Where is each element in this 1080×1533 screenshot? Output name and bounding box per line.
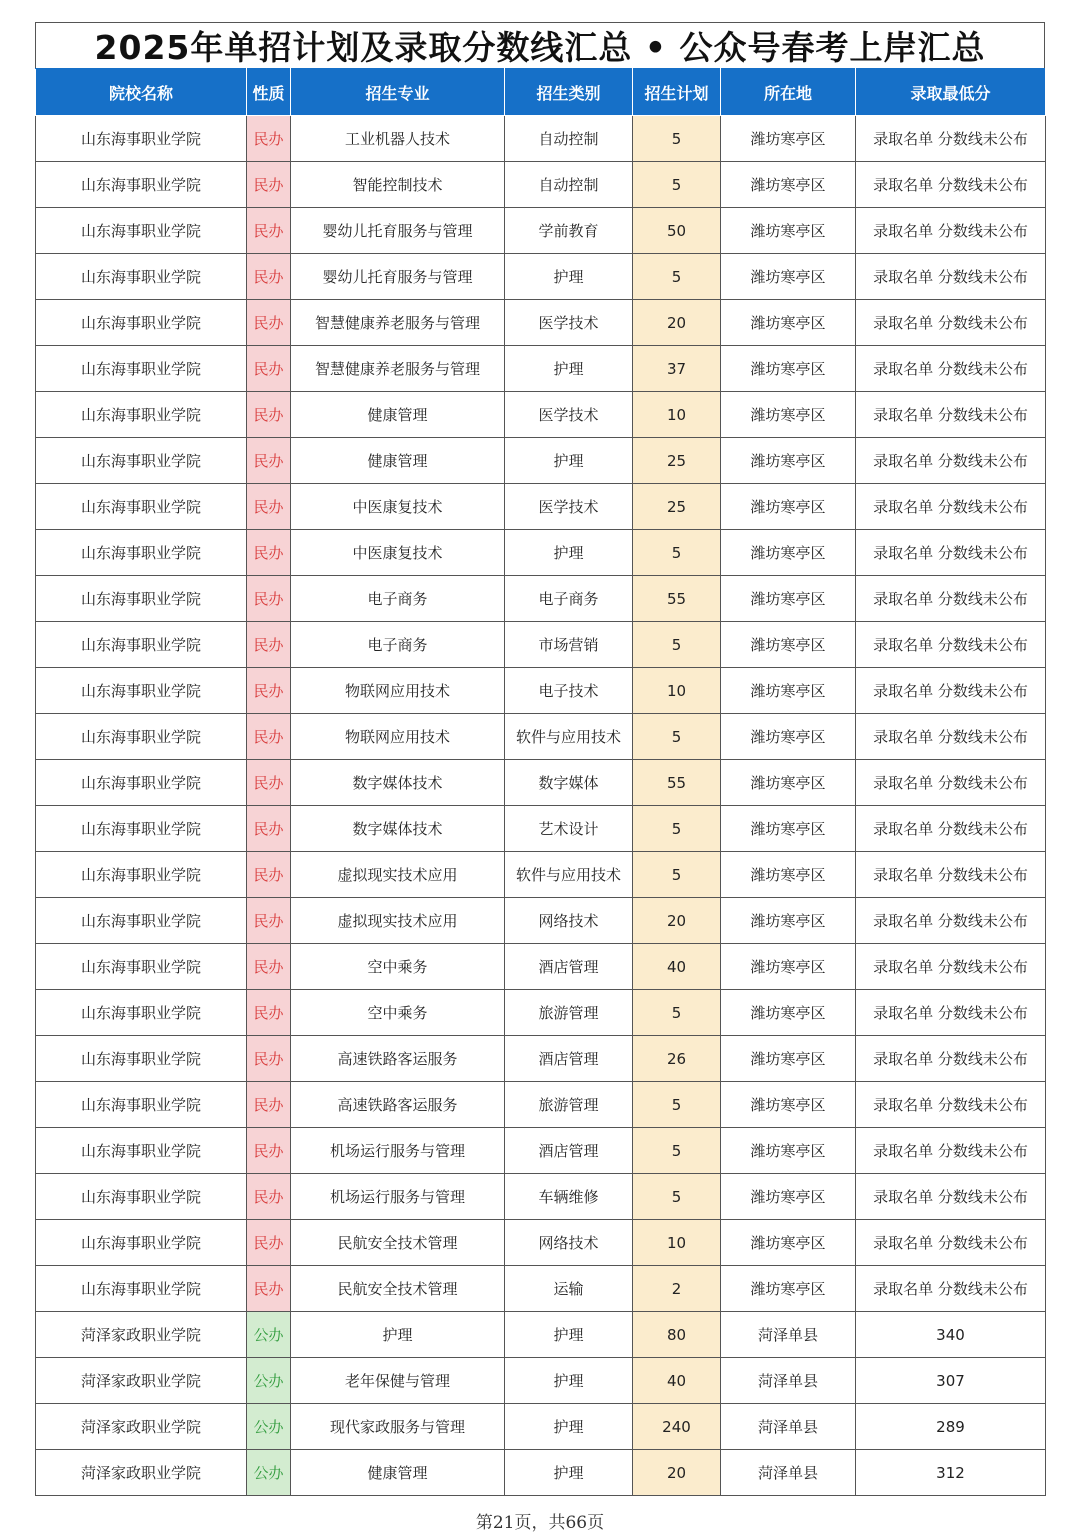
cell-school: 山东海事职业学院 (36, 1266, 247, 1312)
cell-plan: 55 (633, 760, 721, 806)
cell-major: 数字媒体技术 (291, 760, 505, 806)
cell-plan: 5 (633, 1128, 721, 1174)
page-title: 2025年单招计划及录取分数线汇总 • 公众号春考上岸汇总 (35, 22, 1045, 68)
table-body (36, 116, 1046, 1496)
table-row (36, 714, 1046, 760)
cell-location: 潍坊寒亭区 (721, 622, 856, 668)
cell-nature: 民办 (247, 116, 291, 162)
cell-major: 虚拟现实技术应用 (291, 852, 505, 898)
cell-category: 数字媒体 (505, 760, 633, 806)
cell-nature: 民办 (247, 1082, 291, 1128)
cell-plan: 5 (633, 530, 721, 576)
cell-nature: 民办 (247, 438, 291, 484)
cell-major: 虚拟现实技术应用 (291, 898, 505, 944)
cell-school: 山东海事职业学院 (36, 1220, 247, 1266)
cell-plan: 5 (633, 162, 721, 208)
cell-nature: 民办 (247, 1128, 291, 1174)
table-row (36, 622, 1046, 668)
cell-category: 车辆维修 (505, 1174, 633, 1220)
cell-location: 潍坊寒亭区 (721, 1036, 856, 1082)
cell-min-score: 312 (856, 1450, 1046, 1496)
cell-min-score: 录取名单 分数线未公布 (856, 622, 1046, 668)
cell-category: 医学技术 (505, 392, 633, 438)
table-row (36, 346, 1046, 392)
cell-category: 软件与应用技术 (505, 714, 633, 760)
cell-major: 健康管理 (291, 1450, 505, 1496)
cell-location: 潍坊寒亭区 (721, 1082, 856, 1128)
cell-plan: 55 (633, 576, 721, 622)
cell-location: 潍坊寒亭区 (721, 1220, 856, 1266)
cell-school: 菏泽家政职业学院 (36, 1312, 247, 1358)
cell-major: 老年保健与管理 (291, 1358, 505, 1404)
table-row (36, 208, 1046, 254)
cell-min-score: 录取名单 分数线未公布 (856, 254, 1046, 300)
cell-min-score: 录取名单 分数线未公布 (856, 484, 1046, 530)
table-row (36, 484, 1046, 530)
table-row (36, 1220, 1046, 1266)
cell-school: 山东海事职业学院 (36, 162, 247, 208)
cell-school: 山东海事职业学院 (36, 346, 247, 392)
cell-school: 山东海事职业学院 (36, 438, 247, 484)
cell-location: 潍坊寒亭区 (721, 576, 856, 622)
table-row (36, 852, 1046, 898)
cell-min-score: 录取名单 分数线未公布 (856, 392, 1046, 438)
cell-location: 潍坊寒亭区 (721, 852, 856, 898)
cell-school: 山东海事职业学院 (36, 1082, 247, 1128)
cell-location: 潍坊寒亭区 (721, 300, 856, 346)
cell-nature: 民办 (247, 576, 291, 622)
cell-nature: 民办 (247, 300, 291, 346)
cell-plan: 40 (633, 1358, 721, 1404)
table-row (36, 944, 1046, 990)
cell-min-score: 录取名单 分数线未公布 (856, 806, 1046, 852)
cell-school: 山东海事职业学院 (36, 852, 247, 898)
cell-major: 健康管理 (291, 438, 505, 484)
cell-plan: 80 (633, 1312, 721, 1358)
cell-school: 山东海事职业学院 (36, 898, 247, 944)
cell-category: 电子商务 (505, 576, 633, 622)
cell-nature: 民办 (247, 484, 291, 530)
cell-min-score: 录取名单 分数线未公布 (856, 208, 1046, 254)
cell-nature: 民办 (247, 1266, 291, 1312)
cell-nature: 公办 (247, 1404, 291, 1450)
cell-major: 民航安全技术管理 (291, 1266, 505, 1312)
cell-school: 山东海事职业学院 (36, 576, 247, 622)
cell-plan: 240 (633, 1404, 721, 1450)
cell-major: 工业机器人技术 (291, 116, 505, 162)
cell-plan: 2 (633, 1266, 721, 1312)
cell-plan: 5 (633, 254, 721, 300)
cell-min-score: 307 (856, 1358, 1046, 1404)
table-row (36, 1312, 1046, 1358)
header-min-score: 录取最低分 (856, 69, 1046, 116)
cell-plan: 25 (633, 438, 721, 484)
cell-min-score: 录取名单 分数线未公布 (856, 162, 1046, 208)
cell-category: 电子技术 (505, 668, 633, 714)
cell-location: 菏泽单县 (721, 1358, 856, 1404)
table-row (36, 162, 1046, 208)
table-row (36, 300, 1046, 346)
cell-school: 山东海事职业学院 (36, 208, 247, 254)
cell-category: 网络技术 (505, 1220, 633, 1266)
cell-category: 酒店管理 (505, 1036, 633, 1082)
cell-category: 护理 (505, 254, 633, 300)
cell-school: 菏泽家政职业学院 (36, 1404, 247, 1450)
cell-nature: 公办 (247, 1358, 291, 1404)
cell-category: 医学技术 (505, 300, 633, 346)
cell-plan: 20 (633, 300, 721, 346)
table-row (36, 1082, 1046, 1128)
cell-category: 护理 (505, 1312, 633, 1358)
table-row (36, 1266, 1046, 1312)
cell-min-score: 录取名单 分数线未公布 (856, 852, 1046, 898)
table-row (36, 1174, 1046, 1220)
cell-min-score: 录取名单 分数线未公布 (856, 944, 1046, 990)
cell-school: 山东海事职业学院 (36, 300, 247, 346)
cell-nature: 民办 (247, 1174, 291, 1220)
cell-category: 护理 (505, 438, 633, 484)
cell-school: 山东海事职业学院 (36, 116, 247, 162)
cell-location: 潍坊寒亭区 (721, 208, 856, 254)
cell-location: 菏泽单县 (721, 1404, 856, 1450)
cell-location: 潍坊寒亭区 (721, 254, 856, 300)
cell-category: 运输 (505, 1266, 633, 1312)
cell-category: 市场营销 (505, 622, 633, 668)
cell-plan: 40 (633, 944, 721, 990)
cell-location: 潍坊寒亭区 (721, 898, 856, 944)
cell-major: 空中乘务 (291, 990, 505, 1036)
cell-major: 物联网应用技术 (291, 668, 505, 714)
table-row (36, 806, 1046, 852)
cell-plan: 26 (633, 1036, 721, 1082)
cell-nature: 民办 (247, 668, 291, 714)
cell-major: 婴幼儿托育服务与管理 (291, 254, 505, 300)
table-row (36, 760, 1046, 806)
cell-nature: 民办 (247, 162, 291, 208)
table-row (36, 1404, 1046, 1450)
table-row (36, 576, 1046, 622)
cell-plan: 5 (633, 714, 721, 760)
cell-location: 菏泽单县 (721, 1450, 856, 1496)
cell-nature: 民办 (247, 208, 291, 254)
cell-category: 酒店管理 (505, 1128, 633, 1174)
cell-location: 潍坊寒亭区 (721, 346, 856, 392)
cell-plan: 50 (633, 208, 721, 254)
table-header-row (36, 69, 1046, 116)
cell-min-score: 录取名单 分数线未公布 (856, 1220, 1046, 1266)
cell-school: 山东海事职业学院 (36, 760, 247, 806)
cell-plan: 20 (633, 1450, 721, 1496)
cell-plan: 5 (633, 622, 721, 668)
cell-min-score: 录取名单 分数线未公布 (856, 898, 1046, 944)
cell-category: 艺术设计 (505, 806, 633, 852)
table-row (36, 116, 1046, 162)
cell-nature: 民办 (247, 944, 291, 990)
cell-plan: 20 (633, 898, 721, 944)
cell-min-score: 录取名单 分数线未公布 (856, 1036, 1046, 1082)
cell-nature: 民办 (247, 346, 291, 392)
cell-plan: 5 (633, 116, 721, 162)
table-row (36, 990, 1046, 1036)
cell-school: 山东海事职业学院 (36, 484, 247, 530)
cell-school: 山东海事职业学院 (36, 990, 247, 1036)
cell-min-score: 录取名单 分数线未公布 (856, 530, 1046, 576)
cell-location: 潍坊寒亭区 (721, 1128, 856, 1174)
table-row (36, 1036, 1046, 1082)
cell-major: 婴幼儿托育服务与管理 (291, 208, 505, 254)
table-row (36, 1358, 1046, 1404)
cell-category: 护理 (505, 1450, 633, 1496)
table-row (36, 392, 1046, 438)
header-nature: 性质 (247, 69, 291, 116)
cell-min-score: 录取名单 分数线未公布 (856, 1082, 1046, 1128)
cell-min-score: 录取名单 分数线未公布 (856, 438, 1046, 484)
cell-nature: 民办 (247, 714, 291, 760)
cell-category: 自动控制 (505, 116, 633, 162)
cell-location: 潍坊寒亭区 (721, 530, 856, 576)
cell-location: 潍坊寒亭区 (721, 944, 856, 990)
header-major: 招生专业 (291, 69, 505, 116)
cell-min-score: 录取名单 分数线未公布 (856, 1266, 1046, 1312)
cell-category: 学前教育 (505, 208, 633, 254)
page-number: 第21页，共66页 (475, 1513, 605, 1533)
cell-location: 潍坊寒亭区 (721, 806, 856, 852)
cell-nature: 民办 (247, 760, 291, 806)
cell-major: 机场运行服务与管理 (291, 1174, 505, 1220)
cell-school: 山东海事职业学院 (36, 944, 247, 990)
header-category: 招生类别 (505, 69, 633, 116)
cell-category: 旅游管理 (505, 1082, 633, 1128)
cell-school: 山东海事职业学院 (36, 1036, 247, 1082)
cell-school: 山东海事职业学院 (36, 1128, 247, 1174)
cell-location: 潍坊寒亭区 (721, 990, 856, 1036)
cell-location: 潍坊寒亭区 (721, 116, 856, 162)
cell-school: 山东海事职业学院 (36, 254, 247, 300)
cell-plan: 5 (633, 852, 721, 898)
cell-major: 健康管理 (291, 392, 505, 438)
cell-min-score: 289 (856, 1404, 1046, 1450)
cell-major: 电子商务 (291, 576, 505, 622)
header-location: 所在地 (721, 69, 856, 116)
cell-location: 潍坊寒亭区 (721, 760, 856, 806)
cell-plan: 5 (633, 1174, 721, 1220)
cell-category: 旅游管理 (505, 990, 633, 1036)
cell-nature: 民办 (247, 254, 291, 300)
cell-major: 数字媒体技术 (291, 806, 505, 852)
cell-min-score: 录取名单 分数线未公布 (856, 990, 1046, 1036)
cell-min-score: 录取名单 分数线未公布 (856, 760, 1046, 806)
cell-school: 山东海事职业学院 (36, 806, 247, 852)
header-plan: 招生计划 (633, 69, 721, 116)
cell-nature: 公办 (247, 1312, 291, 1358)
header-school: 院校名称 (36, 69, 247, 116)
cell-min-score: 录取名单 分数线未公布 (856, 668, 1046, 714)
cell-major: 智慧健康养老服务与管理 (291, 346, 505, 392)
cell-plan: 10 (633, 668, 721, 714)
cell-min-score: 录取名单 分数线未公布 (856, 1128, 1046, 1174)
cell-plan: 37 (633, 346, 721, 392)
cell-category: 酒店管理 (505, 944, 633, 990)
cell-nature: 民办 (247, 1220, 291, 1266)
cell-category: 护理 (505, 1358, 633, 1404)
table-row (36, 254, 1046, 300)
cell-location: 潍坊寒亭区 (721, 484, 856, 530)
cell-school: 菏泽家政职业学院 (36, 1358, 247, 1404)
cell-major: 高速铁路客运服务 (291, 1036, 505, 1082)
table-row (36, 1450, 1046, 1496)
cell-location: 潍坊寒亭区 (721, 1266, 856, 1312)
cell-school: 山东海事职业学院 (36, 714, 247, 760)
cell-nature: 民办 (247, 898, 291, 944)
cell-major: 高速铁路客运服务 (291, 1082, 505, 1128)
cell-major: 物联网应用技术 (291, 714, 505, 760)
cell-major: 空中乘务 (291, 944, 505, 990)
cell-nature: 民办 (247, 622, 291, 668)
cell-location: 潍坊寒亭区 (721, 392, 856, 438)
cell-min-score: 录取名单 分数线未公布 (856, 346, 1046, 392)
cell-school: 菏泽家政职业学院 (36, 1450, 247, 1496)
cell-school: 山东海事职业学院 (36, 392, 247, 438)
admission-table (35, 68, 1046, 1496)
cell-location: 潍坊寒亭区 (721, 1174, 856, 1220)
cell-category: 护理 (505, 1404, 633, 1450)
cell-nature: 民办 (247, 852, 291, 898)
cell-nature: 民办 (247, 392, 291, 438)
cell-min-score: 录取名单 分数线未公布 (856, 300, 1046, 346)
cell-category: 护理 (505, 530, 633, 576)
cell-nature: 民办 (247, 1036, 291, 1082)
cell-major: 护理 (291, 1312, 505, 1358)
cell-major: 中医康复技术 (291, 484, 505, 530)
cell-major: 机场运行服务与管理 (291, 1128, 505, 1174)
table-row (36, 530, 1046, 576)
cell-plan: 5 (633, 1082, 721, 1128)
cell-school: 山东海事职业学院 (36, 530, 247, 576)
cell-plan: 10 (633, 392, 721, 438)
cell-plan: 25 (633, 484, 721, 530)
cell-school: 山东海事职业学院 (36, 668, 247, 714)
cell-major: 中医康复技术 (291, 530, 505, 576)
cell-location: 潍坊寒亭区 (721, 438, 856, 484)
cell-category: 护理 (505, 346, 633, 392)
table-row (36, 668, 1046, 714)
cell-major: 电子商务 (291, 622, 505, 668)
cell-school: 山东海事职业学院 (36, 622, 247, 668)
cell-category: 自动控制 (505, 162, 633, 208)
cell-plan: 5 (633, 990, 721, 1036)
cell-major: 民航安全技术管理 (291, 1220, 505, 1266)
cell-category: 医学技术 (505, 484, 633, 530)
document-sheet (35, 22, 1045, 1496)
cell-min-score: 录取名单 分数线未公布 (856, 1174, 1046, 1220)
cell-major: 现代家政服务与管理 (291, 1404, 505, 1450)
cell-nature: 民办 (247, 990, 291, 1036)
table-row (36, 898, 1046, 944)
cell-school: 山东海事职业学院 (36, 1174, 247, 1220)
cell-location: 潍坊寒亭区 (721, 668, 856, 714)
cell-category: 软件与应用技术 (505, 852, 633, 898)
cell-location: 潍坊寒亭区 (721, 714, 856, 760)
cell-nature: 民办 (247, 806, 291, 852)
cell-min-score: 340 (856, 1312, 1046, 1358)
cell-min-score: 录取名单 分数线未公布 (856, 576, 1046, 622)
cell-major: 智能控制技术 (291, 162, 505, 208)
cell-nature: 民办 (247, 530, 291, 576)
cell-plan: 10 (633, 1220, 721, 1266)
cell-location: 潍坊寒亭区 (721, 162, 856, 208)
cell-category: 网络技术 (505, 898, 633, 944)
cell-plan: 5 (633, 806, 721, 852)
table-row (36, 438, 1046, 484)
cell-major: 智慧健康养老服务与管理 (291, 300, 505, 346)
cell-min-score: 录取名单 分数线未公布 (856, 714, 1046, 760)
table-row (36, 1128, 1046, 1174)
cell-min-score: 录取名单 分数线未公布 (856, 116, 1046, 162)
cell-location: 菏泽单县 (721, 1312, 856, 1358)
cell-nature: 公办 (247, 1450, 291, 1496)
